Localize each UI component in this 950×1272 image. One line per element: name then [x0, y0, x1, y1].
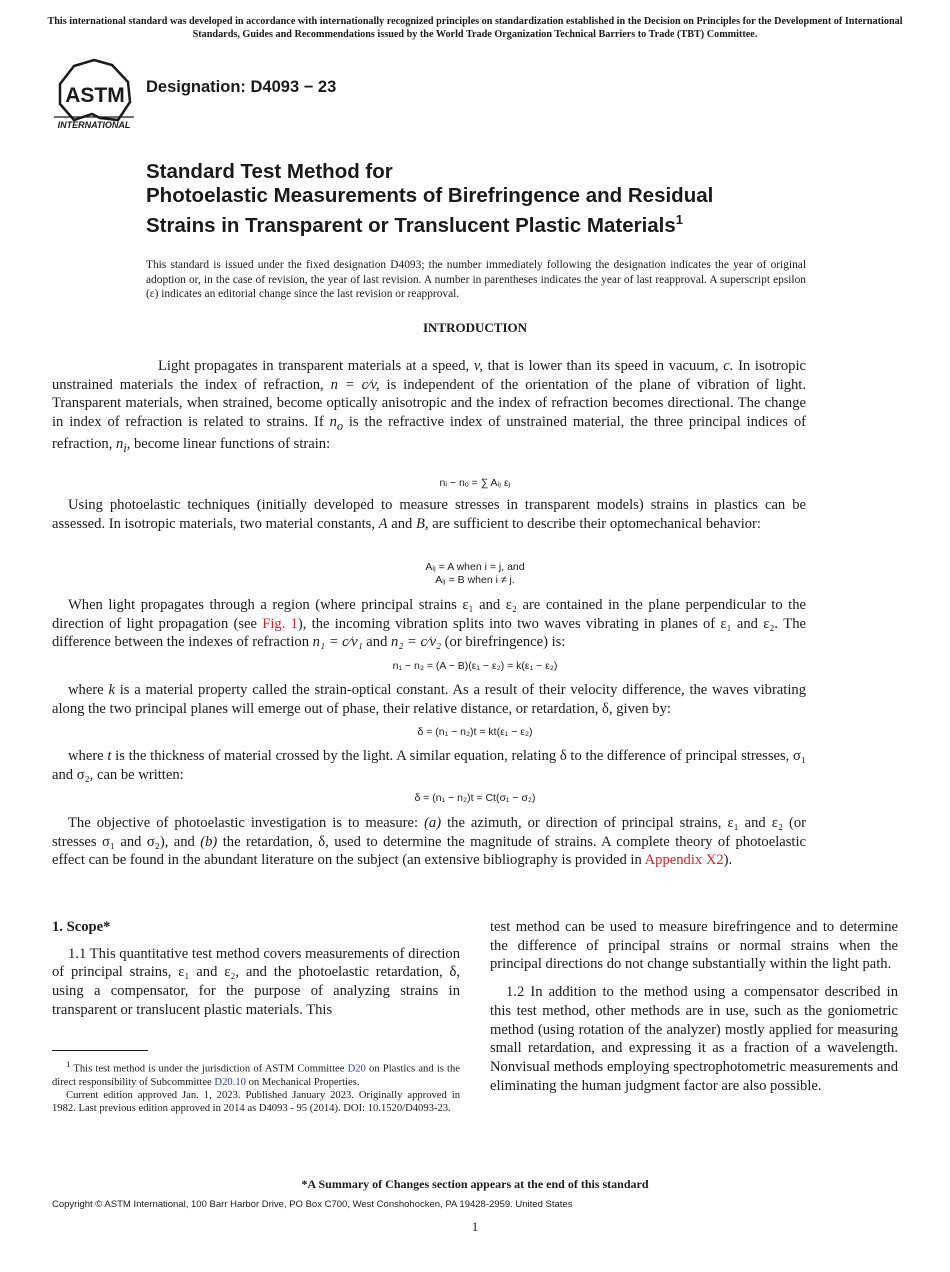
- summary-of-changes-note: *A Summary of Changes section appears at the end of this standard: [301, 1177, 649, 1191]
- designation-label: Designation: D4093: [146, 78, 300, 96]
- intro-paragraph-1: Light propagates in transparent materials at a speed, v, that is lower than its speed in vacuum, c. In isotropic unstrained materials the index of refraction, n = c⁄v, is independent of the orientation of the plane of vibration of light. Transparent materials, when strained, become optically anisotropic and the index of refraction becomes directional. The change in index of refraction is related to strains. If $n_o$ is the refractive index of unstrained material, the three principal indices of refraction, $n_i$, become linear functions of strain:: [52, 358, 806, 455]
- equation-2: [0, 561, 950, 587]
- footnote: $^1$ This test method is under the jurisdiction of ASTM Committee D20 on Plastics and is the direct responsibility of Subcommittee D20.10 on Mechanical Properties. Current edition approved Jan. 1, 2023. Published January 2023. Originally approved in 1982. Last previous edition approved in 2014 as D4093 - 95 (2014). DOI: 10.1520/D4093-23.: [52, 1059, 460, 1115]
- intro-paragraph-2: Using photoelastic techniques (initially developed to measure stresses in transparent models) strains in plastics can be assessed. In isotropic materials, two material constants, A and B, are sufficient to describe their optomechanical behavior:: [52, 497, 806, 532]
- logo-subtext: INTERNATIONAL: [57, 120, 131, 130]
- fig-1-link[interactable]: Fig. 1: [262, 615, 298, 632]
- intro-paragraph-4: where k is a material property called the strain-optical constant. As a result of their velocity difference, the waves vibrating along the two principal planes will emerge out of phase, their relative distance, or retardation, δ, given by:: [52, 682, 806, 717]
- footnote-mark: 1: [66, 1059, 71, 1069]
- equation-5: δ = (n₁ − n₂)t = Ct(σ₁ − σ₂): [414, 792, 536, 804]
- footnote-divider: [52, 1050, 148, 1051]
- title-line-1: Standard Test Method for: [146, 160, 393, 183]
- issued-note: This standard is issued under the fixed designation D4093; the number immediately following the designation indicates the year of original adoption or, in the case of revision, the year of last revision. A number in parentheses indicates the year of last reapproval. A superscript epsilon (ε) indicates an editorial change since the last revision or reapproval.: [146, 259, 806, 300]
- scope-1-2: 1.2 In addition to the method using a compensator described in this test method, other methods are in use, such as the goniometric method (using rotation of the analyzer) mostly applied for measuring small retardation, and expressing it as a fraction of a wavelength. Nonvisual methods employing spectrophotometric measurements and eliminating the human judgment factor are also possible.: [490, 984, 898, 1094]
- intro-paragraph-3: When light propagates through a region (where principal strains ε₁ and ε₂ are contained in the plane perpendicular to the direction of light propagation (see Fig. 1), the incoming vibration splits into two waves vibrating in planes of ε₁ and ε₂. The difference between the indexes of refraction n₁ = c⁄v₁ and n₂ = c⁄v₂ (or birefringence) is:: [52, 597, 806, 650]
- committee-d20-link[interactable]: D20: [347, 1063, 366, 1075]
- equation-1: nᵢ − nₒ = ∑ Aᵢⱼ εⱼ: [439, 477, 511, 489]
- logo-text: ASTM: [65, 84, 125, 107]
- document-title: [146, 160, 846, 238]
- astm-logo: [52, 56, 136, 132]
- designation-suffix: − 23: [299, 78, 337, 96]
- scope-1-1-continued: test method can be used to measure birefringence and to determine the difference of principal strains or normal strains when the principal directions do not change substantially within the light path.: [490, 919, 898, 973]
- left-column: [52, 918, 460, 1020]
- equation-3: n₁ − n₂ = (A − B)(ε₁ − ε₂) = k(ε₁ − ε₂): [392, 660, 558, 672]
- scope-1-1: 1.1 This quantitative test method covers measurements of direction of principal strains, ε₁ and ε₂, and the photoelastic retardation, δ, using a compensator, for the purpose of analyzing strains in transparent or translucent plastic materials. This: [52, 945, 460, 1018]
- footnote-edition: Current edition approved Jan. 1, 2023. Published January 2023. Originally approved in 1982. Last previous edition approved in 2014 as D4093 - 95 (2014). DOI: 10.1520/D4093-23.: [52, 1089, 460, 1115]
- subcommittee-d20-10-link[interactable]: D20.10: [214, 1076, 246, 1088]
- scope-heading: 1. Scope*: [52, 919, 111, 935]
- page-number: 1: [471, 1220, 479, 1234]
- title-line-3: Strains in Transparent or Translucent Plastic Materials: [146, 213, 676, 237]
- equation-2-line-2: Aᵢⱼ = B when i ≠ j.: [435, 574, 515, 586]
- right-column: [490, 918, 898, 1095]
- appendix-x2-link[interactable]: Appendix X2: [644, 852, 724, 868]
- introduction-heading: INTRODUCTION: [422, 320, 527, 335]
- title-line-2: Photoelastic Measurements of Birefringence and Residual: [146, 184, 714, 207]
- equation-4: δ = (n₁ − n₂)t = kt(ε₁ − ε₂): [417, 726, 533, 738]
- designation: [146, 78, 336, 97]
- intro-paragraph-6: The objective of photoelastic investigation is to measure: (a) the azimuth, or direction of principal strains, ε₁ and ε₂ (or stresses σ₁ and σ₂), and (b) the retardation, δ, used to determine the magnitude of strains. A complete theory of photoelastic effect can be found in the abundant literature on the subject (an extensive bibliography is provided in Appendix X2).: [52, 815, 806, 868]
- equation-2-line-1: Aᵢⱼ = A when i = j, and: [425, 561, 525, 573]
- copyright-line: Copyright © ASTM International, 100 Barr Harbor Drive, PO Box C700, West Conshohocken, PA 19428-2959. United States: [52, 1199, 573, 1210]
- intro-paragraph-5: where t is the thickness of material crossed by the light. A similar equation, relating δ to the difference of principal stresses, σ₁ and σ₂, can be written:: [52, 748, 806, 783]
- wto-notice: This international standard was developed in accordance with internationally recognized principles on standardization established in the Decision on Principles for the Development of International Standards, Guides and Recommendations issued by the World Trade Organization Technical Barriers to Trade (TBT) Committee.: [47, 16, 903, 40]
- title-footnote-mark: 1: [675, 212, 684, 227]
